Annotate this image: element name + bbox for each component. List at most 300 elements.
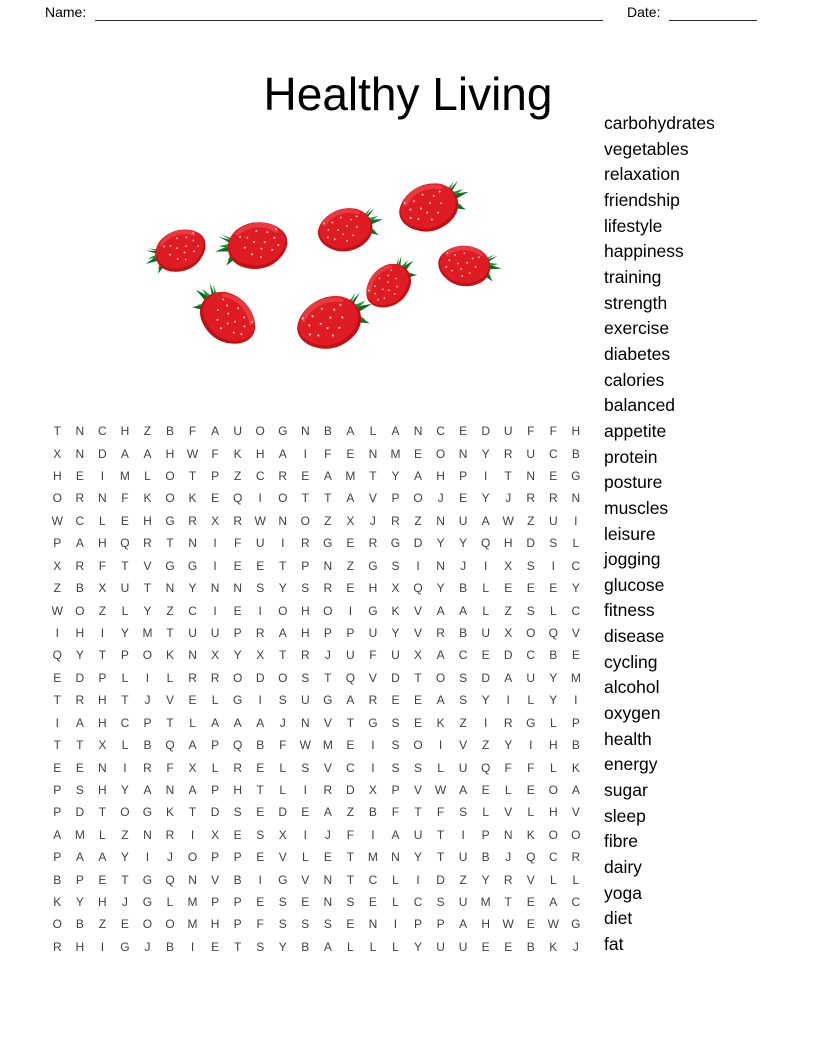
grid-cell: R <box>233 513 242 528</box>
grid-cell: T <box>233 939 242 954</box>
grid-cell: Z <box>324 513 332 528</box>
grid-cell: S <box>391 738 400 753</box>
grid-cell: L <box>211 760 219 775</box>
grid-cell: V <box>278 850 287 865</box>
word-list-item: appetite <box>604 420 667 441</box>
grid-cell: B <box>459 626 468 640</box>
word-list-item: dairy <box>604 857 642 878</box>
word-list-item: cycling <box>604 651 658 672</box>
grid-cell: T <box>256 782 264 797</box>
grid-cell: E <box>481 939 490 954</box>
word-list-item: vegetables <box>604 138 689 159</box>
grid-cell: E <box>549 581 558 596</box>
grid-cell: P <box>143 715 152 730</box>
grid-cell: E <box>504 939 513 954</box>
grid-cell: Q <box>165 872 175 887</box>
grid-cell: T <box>98 648 107 663</box>
grid-cell: S <box>301 581 310 596</box>
grid-cell: R <box>323 782 333 797</box>
grid-cell: J <box>369 513 376 528</box>
grid-cell: A <box>323 939 332 954</box>
strawberry-icon <box>211 216 292 277</box>
word-list-item: diabetes <box>604 343 671 364</box>
grid-cell: R <box>143 536 152 551</box>
grid-cell: Q <box>345 670 356 685</box>
word-list-item: sleep <box>604 805 646 826</box>
grid-cell: Y <box>571 581 580 596</box>
grid-cell: D <box>98 446 107 461</box>
grid-cell: Q <box>165 738 175 753</box>
grid-cell: I <box>100 469 105 484</box>
grid-cell: W <box>547 917 559 932</box>
grid-cell: L <box>211 693 219 708</box>
grid-cell: N <box>233 581 242 596</box>
grid-cell: I <box>371 827 375 842</box>
grid-cell: J <box>572 939 579 954</box>
grid-cell: V <box>143 558 152 573</box>
grid-cell: S <box>414 760 423 775</box>
grid-cell: L <box>301 850 309 865</box>
grid-cell: H <box>75 939 85 954</box>
grid-cell: G <box>368 603 378 618</box>
grid-cell: A <box>549 895 558 910</box>
grid-cell: L <box>99 827 106 842</box>
grid-cell: H <box>98 895 107 910</box>
grid-cell: L <box>392 872 399 887</box>
grid-cell: T <box>436 827 445 842</box>
grid-cell: A <box>323 805 332 820</box>
page-title: Healthy Living <box>263 67 553 120</box>
grid-cell: O <box>255 424 265 439</box>
grid-cell: L <box>369 424 377 439</box>
grid-cell: A <box>346 491 355 506</box>
grid-cell: F <box>504 760 512 775</box>
grid-cell: I <box>55 715 59 730</box>
grid-cell: Y <box>120 850 129 865</box>
grid-cell: Z <box>527 513 535 528</box>
grid-cell: I <box>258 603 262 618</box>
grid-cell: I <box>303 446 307 461</box>
grid-cell: S <box>278 895 287 910</box>
grid-cell: F <box>166 760 174 775</box>
word-list-item: leisure <box>604 523 656 544</box>
grid-cell: A <box>459 603 468 618</box>
grid-cell: A <box>256 715 265 730</box>
grid-cell: R <box>52 939 62 954</box>
grid-cell: E <box>368 895 377 910</box>
grid-cell: C <box>368 872 378 887</box>
grid-cell: D <box>413 536 423 551</box>
grid-cell: Z <box>504 603 512 618</box>
grid-cell: N <box>300 424 310 439</box>
grid-cell: M <box>367 850 378 865</box>
grid-cell: N <box>278 513 288 528</box>
word-list-item: alcohol <box>604 677 660 698</box>
grid-cell: H <box>233 782 242 797</box>
grid-cell: I <box>483 469 488 484</box>
grid-cell: I <box>55 626 59 640</box>
grid-cell: E <box>346 581 355 596</box>
grid-cell: Z <box>459 715 467 730</box>
grid-cell: T <box>53 693 61 708</box>
grid-cell: Y <box>75 648 84 663</box>
grid-cell: H <box>300 626 310 640</box>
grid-cell: A <box>278 446 287 461</box>
grid-cell: T <box>369 469 377 484</box>
grid-cell: I <box>100 939 105 954</box>
grid-cell: U <box>526 670 536 685</box>
grid-cell: I <box>506 693 510 708</box>
grid-cell: Y <box>481 693 490 708</box>
grid-cell: T <box>346 850 355 865</box>
strawberry-icon <box>180 274 266 356</box>
grid-cell: L <box>166 895 174 910</box>
grid-cell: T <box>436 850 445 865</box>
grid-cell: Y <box>436 536 445 551</box>
grid-cell: B <box>459 581 468 596</box>
grid-cell: L <box>504 782 512 797</box>
grid-cell: V <box>211 872 220 887</box>
grid-cell: J <box>324 648 331 663</box>
grid-cell: R <box>278 469 288 484</box>
grid-cell: H <box>255 446 265 461</box>
grid-cell: Y <box>459 536 468 551</box>
grid-cell: V <box>414 782 423 797</box>
grid-cell: L <box>166 670 174 685</box>
grid-cell: L <box>482 603 489 618</box>
grid-cell: A <box>346 693 355 708</box>
grid-cell: T <box>188 469 197 484</box>
grid-cell: F <box>188 424 197 439</box>
grid-cell: E <box>391 693 400 708</box>
word-list-item: disease <box>604 626 665 647</box>
grid-cell: G <box>278 872 288 887</box>
date-label: Date: <box>627 4 661 20</box>
grid-cell: R <box>233 760 242 775</box>
grid-cell: R <box>548 491 558 506</box>
grid-cell: V <box>323 715 332 730</box>
grid-cell: T <box>324 670 332 685</box>
name-fill-in-line <box>95 2 603 21</box>
grid-cell: O <box>142 648 153 663</box>
grid-cell: V <box>166 693 175 708</box>
grid-cell: Y <box>549 693 558 708</box>
strawberry-icon <box>138 221 213 285</box>
grid-cell: W <box>502 917 514 932</box>
grid-cell: M <box>187 917 198 932</box>
grid-cell: D <box>75 805 85 820</box>
grid-cell: P <box>414 917 423 932</box>
grid-cell: W <box>254 513 266 528</box>
grid-cell: J <box>279 715 286 730</box>
grid-cell: D <box>503 648 513 663</box>
word-list-item: exercise <box>604 318 670 339</box>
grid-cell: A <box>143 782 152 797</box>
grid-cell: O <box>75 603 85 618</box>
grid-cell: U <box>120 581 130 596</box>
word-search-grid <box>46 420 587 958</box>
grid-cell: B <box>301 939 310 954</box>
grid-cell: Z <box>166 603 174 618</box>
grid-cell: G <box>232 693 243 708</box>
grid-cell: D <box>255 670 265 685</box>
grid-cell: N <box>458 446 468 461</box>
grid-cell: U <box>458 760 468 775</box>
grid-cell: A <box>188 738 197 753</box>
grid-cell: A <box>75 850 84 865</box>
grid-cell: V <box>414 603 423 618</box>
grid-cell: P <box>98 670 107 685</box>
grid-cell: X <box>414 648 423 663</box>
grid-cell: A <box>120 446 129 461</box>
grid-cell: V <box>301 872 310 887</box>
grid-cell: I <box>281 536 285 551</box>
grid-cell: L <box>482 805 489 820</box>
grid-cell: A <box>571 782 580 797</box>
grid-cell: W <box>186 446 199 461</box>
grid-cell: I <box>371 760 375 775</box>
grid-cell: Q <box>52 648 62 663</box>
grid-cell: B <box>323 424 332 439</box>
grid-cell: J <box>324 827 331 842</box>
grid-cell: H <box>165 446 175 461</box>
grid-cell: D <box>436 872 445 887</box>
grid-cell: B <box>481 850 490 865</box>
grid-cell: P <box>53 536 62 551</box>
grid-cell: N <box>391 850 400 865</box>
word-list-item: happiness <box>604 241 684 262</box>
grid-cell: E <box>346 738 355 753</box>
grid-cell: Y <box>504 738 513 753</box>
grid-cell: N <box>571 491 581 506</box>
grid-cell: N <box>165 581 175 596</box>
word-list-item: training <box>604 266 662 287</box>
grid-cell: V <box>571 805 580 820</box>
grid-cell: E <box>233 603 242 618</box>
grid-cell: R <box>391 513 400 528</box>
grid-cell: E <box>188 693 197 708</box>
grid-cell: B <box>549 648 558 663</box>
grid-cell: I <box>529 738 533 753</box>
grid-cell: U <box>458 513 468 528</box>
grid-cell: Y <box>75 895 84 910</box>
grid-cell: A <box>75 715 84 730</box>
grid-cell: O <box>142 917 153 932</box>
grid-cell: V <box>571 626 580 640</box>
grid-cell: S <box>278 693 287 708</box>
grid-cell: W <box>299 738 311 753</box>
grid-cell: J <box>437 491 444 506</box>
grid-cell: Z <box>53 581 61 596</box>
grid-cell: Z <box>414 513 422 528</box>
grid-cell: X <box>256 648 265 663</box>
grid-cell: I <box>145 850 150 865</box>
grid-cell: P <box>571 715 580 730</box>
grid-cell: O <box>526 626 536 640</box>
grid-cell: M <box>74 827 85 842</box>
grid-cell: F <box>527 760 535 775</box>
grid-cell: N <box>436 558 445 573</box>
grid-cell: P <box>481 827 490 842</box>
strawberry-icon <box>436 242 505 291</box>
grid-cell: R <box>165 827 175 842</box>
grid-cell: L <box>392 895 399 910</box>
grid-cell: S <box>391 715 400 730</box>
grid-cell: M <box>322 738 333 753</box>
grid-cell: F <box>121 491 129 506</box>
grid-cell: S <box>301 917 310 932</box>
grid-cell: L <box>121 603 129 618</box>
grid-cell: S <box>526 603 535 618</box>
grid-cell: U <box>458 850 468 865</box>
grid-cell: E <box>414 693 423 708</box>
grid-cell: X <box>504 558 513 573</box>
grid-cell: O <box>323 603 333 618</box>
grid-cell: W <box>51 603 63 618</box>
grid-cell: F <box>98 558 107 573</box>
grid-cell: I <box>393 917 398 932</box>
grid-cell: P <box>53 850 62 865</box>
grid-cell: E <box>256 760 265 775</box>
grid-cell: J <box>121 895 128 910</box>
grid-cell: D <box>278 805 288 820</box>
grid-cell: O <box>571 827 581 842</box>
grid-cell: E <box>75 469 84 484</box>
grid-cell: H <box>300 603 310 618</box>
grid-cell: I <box>483 558 488 573</box>
grid-cell: D <box>210 805 220 820</box>
grid-cell: I <box>348 603 353 618</box>
grid-cell: E <box>346 917 355 932</box>
grid-cell: H <box>503 536 513 551</box>
strawberry-icon <box>357 248 428 317</box>
grid-cell: E <box>459 424 468 439</box>
grid-cell: S <box>75 782 84 797</box>
grid-cell: T <box>346 872 355 887</box>
word-list-item: jogging <box>604 549 661 570</box>
grid-cell: E <box>256 805 265 820</box>
grid-cell: Q <box>548 626 558 640</box>
grid-cell: C <box>571 895 581 910</box>
grid-cell: K <box>166 805 175 820</box>
grid-cell: N <box>323 872 333 887</box>
grid-cell: R <box>503 715 513 730</box>
grid-cell: L <box>121 738 129 753</box>
grid-cell: I <box>461 827 465 842</box>
grid-cell: Q <box>413 581 423 596</box>
grid-cell: R <box>75 693 85 708</box>
grid-cell: A <box>211 424 220 439</box>
grid-cell: A <box>53 827 62 842</box>
grid-cell: R <box>503 446 513 461</box>
grid-cell: S <box>459 670 468 685</box>
grid-cell: G <box>323 536 333 551</box>
grid-cell: R <box>323 581 333 596</box>
grid-cell: R <box>300 536 310 551</box>
grid-cell: Q <box>480 536 491 551</box>
grid-cell: K <box>526 827 535 842</box>
grid-cell: I <box>258 872 262 887</box>
grid-cell: P <box>211 469 220 484</box>
grid-cell: T <box>414 805 422 820</box>
grid-cell: F <box>391 805 400 820</box>
grid-cell: K <box>53 895 62 910</box>
grid-cell: B <box>53 872 62 887</box>
grid-cell: C <box>255 469 265 484</box>
grid-cell: D <box>75 670 85 685</box>
grid-cell: I <box>213 536 217 551</box>
grid-cell: M <box>345 469 356 484</box>
grid-cell: F <box>436 805 445 820</box>
grid-cell: E <box>256 895 265 910</box>
grid-cell: I <box>483 715 488 730</box>
grid-cell: E <box>53 670 62 685</box>
grid-cell: G <box>571 917 581 932</box>
grid-cell: L <box>572 872 580 887</box>
grid-cell: M <box>570 670 581 685</box>
grid-cell: Y <box>120 782 129 797</box>
grid-cell: E <box>211 939 220 954</box>
grid-cell: W <box>502 513 514 528</box>
grid-cell: X <box>98 581 107 596</box>
grid-cell: I <box>416 558 420 573</box>
grid-cell: H <box>210 917 220 932</box>
grid-cell: E <box>504 581 513 596</box>
grid-cell: U <box>346 648 355 663</box>
grid-cell: S <box>233 805 242 820</box>
grid-cell: N <box>188 872 197 887</box>
grid-cell: Y <box>143 603 152 618</box>
grid-cell: E <box>301 895 310 910</box>
grid-cell: E <box>233 558 242 573</box>
grid-cell: S <box>436 895 445 910</box>
grid-cell: T <box>166 536 174 551</box>
grid-cell: O <box>435 670 446 685</box>
grid-cell: Z <box>98 917 107 932</box>
grid-cell: E <box>301 805 310 820</box>
grid-cell: G <box>368 558 378 573</box>
grid-cell: L <box>144 469 151 484</box>
grid-cell: I <box>551 558 555 573</box>
word-list-item: posture <box>604 472 663 493</box>
grid-cell: G <box>526 715 536 730</box>
grid-cell: O <box>435 446 446 461</box>
grid-cell: E <box>346 536 355 551</box>
grid-cell: U <box>188 626 197 640</box>
grid-cell: R <box>188 670 197 685</box>
grid-cell: T <box>346 715 355 730</box>
grid-cell: X <box>346 513 355 528</box>
grid-cell: I <box>303 782 307 797</box>
grid-cell: R <box>75 491 85 506</box>
grid-cell: Q <box>120 536 130 551</box>
grid-cell: F <box>324 446 332 461</box>
grid-cell: H <box>98 782 107 797</box>
grid-cell: K <box>233 446 242 461</box>
grid-cell: H <box>98 693 107 708</box>
grid-cell: X <box>368 782 377 797</box>
grid-cell: N <box>436 513 445 528</box>
grid-cell: L <box>279 760 287 775</box>
grid-cell: T <box>504 895 512 910</box>
word-list-item: oxygen <box>604 703 661 724</box>
grid-cell: I <box>574 513 578 528</box>
grid-cell: L <box>527 693 535 708</box>
grid-cell: B <box>166 939 175 954</box>
grid-cell: D <box>346 782 355 797</box>
grid-cell: D <box>391 670 400 685</box>
grid-cell: T <box>324 491 332 506</box>
